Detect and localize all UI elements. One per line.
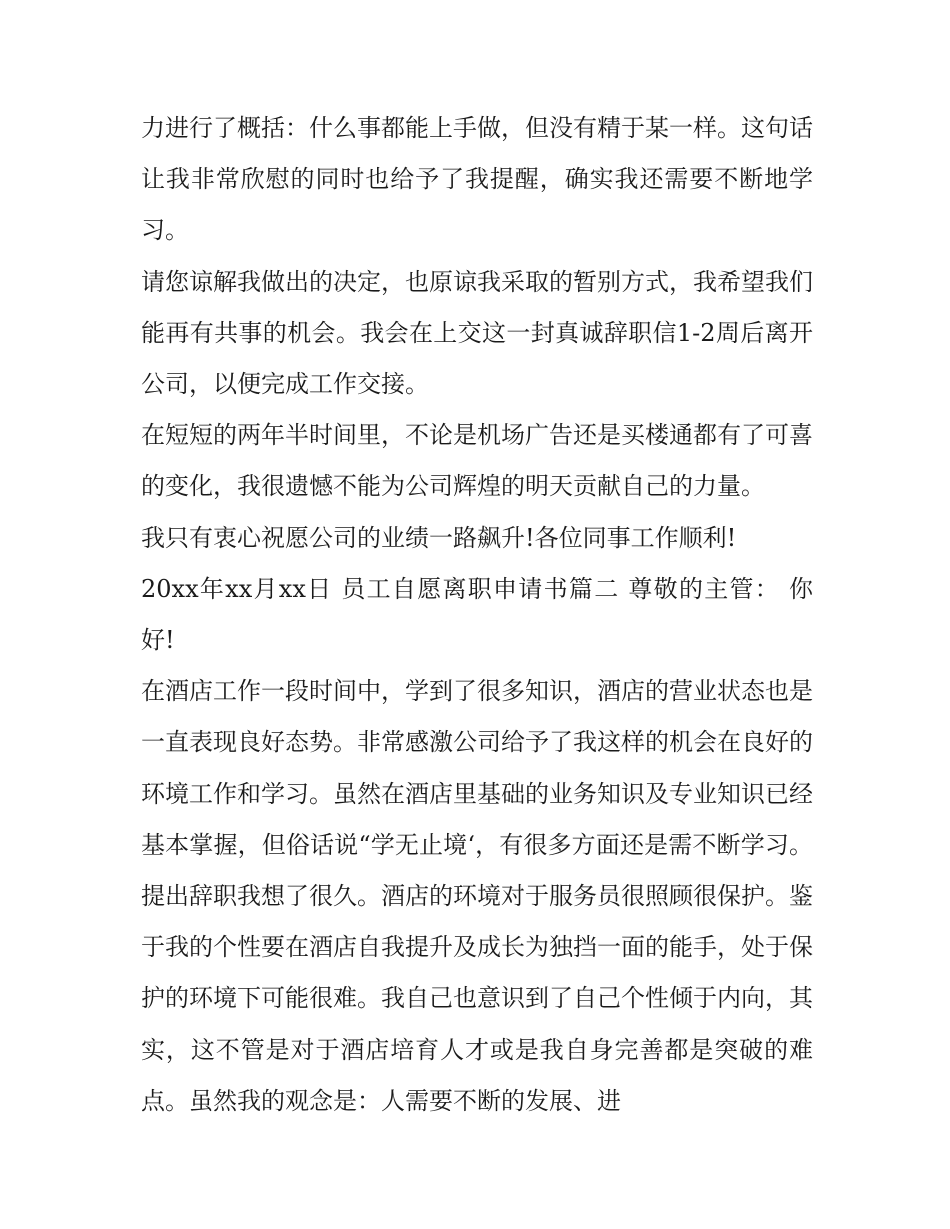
paragraph-regret: 在短短的两年半时间里，不论是机场广告还是买楼通都有了可喜的变化，我很遗憾不能为公司辉煌的明天贡献自己的力量。 (141, 421, 813, 501)
paragraph-hotel-work: 在酒店工作一段时间中，学到了很多知识，酒店的营业状态也是一直表现良好态势。非常感激公司给予了我这样的机会在良好的环境工作和学习。虽然在酒店里基础的业务知识及专业知识已经基本掌握，但俗话说“学无止境‘，有很多方面还是需不断学习。提出辞职我想了很久。酒店的环境对于服务员很照顾很保护。鉴于我的个性要在酒店自我提升及成长为独挡一面的能手，处于保护的环境下可能很难。我自己也意识到了自己个性倾于内向，其实，这不管是对于酒店培育人才或是我自身完善都是突破的难点。虽然我的观念是：人需要不断的发展、进 (141, 677, 813, 1115)
paragraph-date-greeting: 20xx年xx月xx日 员工自愿离职申请书篇二 尊敬的主管： 你好! (141, 574, 813, 655)
paragraph-decision: 请您谅解我做出的决定，也原谅我采取的暂别方式，我希望我们能再有共事的机会。我会在上交这一封真诚辞职信1-2周后离开公司，以便完成工作交接。 (141, 267, 813, 399)
paragraph-wishes: 我只有衷心祝愿公司的业绩一路飙升!各位同事工作顺利! (141, 523, 737, 552)
document-body (141, 103, 813, 1127)
paragraph-summary: 力进行了概括：什么事都能上手做，但没有精于某一样。这句话让我非常欣慰的同时也给予了我提醒，确实我还需要不断地学习。 (141, 114, 813, 245)
